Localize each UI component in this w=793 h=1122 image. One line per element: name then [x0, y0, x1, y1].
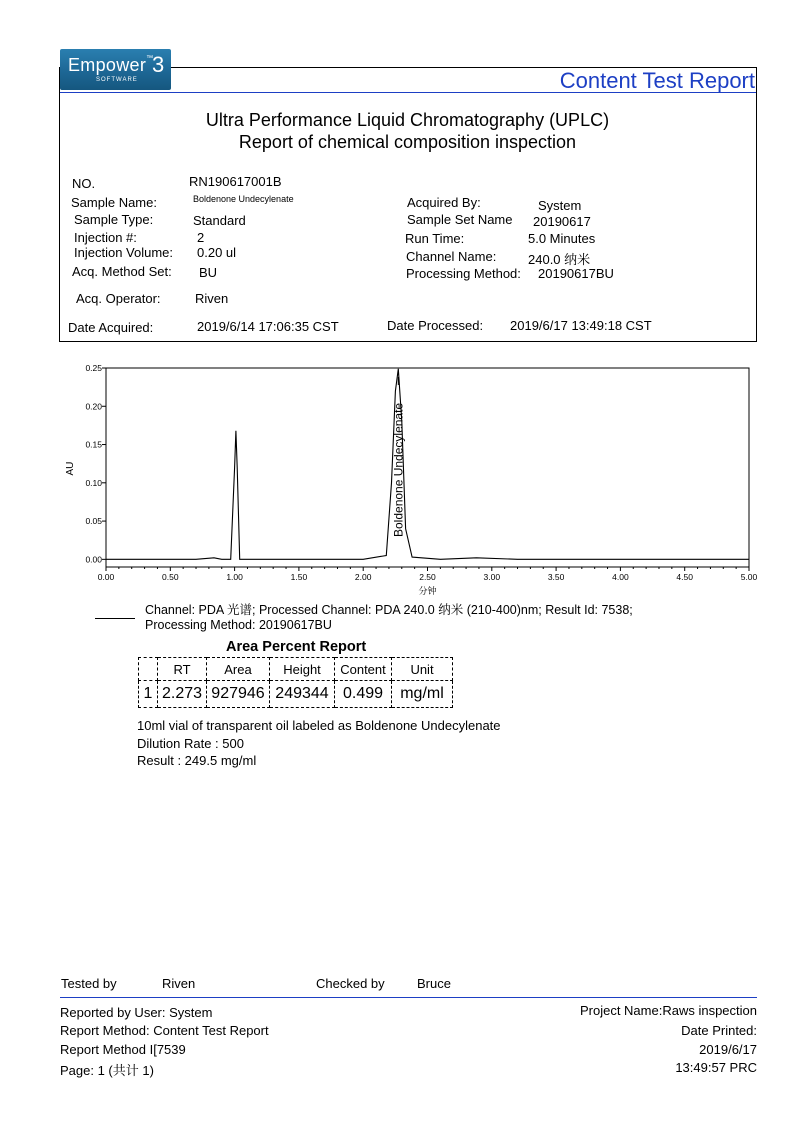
- row-rt: 2.273: [158, 681, 207, 708]
- x-axis-label: 分钟: [418, 587, 437, 597]
- chromatogram-trace: [106, 369, 749, 560]
- processing-info-line: Processing Method: 20190617BU: [145, 618, 332, 632]
- sample-type-value: Standard: [193, 213, 246, 228]
- date-processed-value: 2019/6/17 13:49:18 CST: [510, 318, 652, 333]
- no-label: NO.: [72, 176, 96, 191]
- checked-by-value: Bruce: [417, 976, 451, 991]
- acquired-by-label: Acquired By:: [407, 195, 481, 210]
- x-tick-label: 0.50: [162, 572, 179, 582]
- x-tick-label: 0.00: [97, 572, 115, 582]
- x-tick-label: 1.00: [226, 572, 243, 582]
- date-printed-label: Date Printed:: [681, 1023, 757, 1038]
- x-tick-label: 4.00: [612, 572, 629, 582]
- project-name: Project Name:Raws inspection: [579, 1003, 757, 1018]
- injection-volume-label: Injection Volume:: [74, 245, 174, 260]
- x-tick-label: 3.00: [483, 572, 501, 582]
- y-tick-label: 0.05: [85, 516, 102, 527]
- channel-value: 240.0 纳米: [528, 252, 591, 267]
- x-tick-label: 4.50: [676, 572, 693, 582]
- run-time-value: 5.0 Minutes: [528, 231, 596, 246]
- header-cell-rt: RT: [158, 658, 207, 681]
- y-tick-label: 0.10: [85, 477, 102, 488]
- main-title-2: Report of chemical composition inspection: [238, 132, 577, 152]
- logo-software: SOFTWARE: [96, 77, 138, 83]
- note-result: Result : 249.5 mg/ml: [137, 753, 257, 768]
- x-tick-label: 3.50: [547, 572, 565, 582]
- date-acquired-label: Date Acquired:: [68, 320, 154, 335]
- page-number: Page: 1 (共计 1): [60, 1063, 154, 1078]
- main-title-1: Ultra Performance Liquid Chromatography (UPLC): [205, 110, 610, 130]
- header-cell-unit: Unit: [392, 658, 453, 681]
- sample-set-label: Sample Set Name: [407, 212, 513, 227]
- logo-number: 3: [152, 52, 165, 77]
- row-area: 927946: [207, 681, 270, 708]
- checked-by-label: Checked by: [316, 976, 385, 991]
- table-row: [139, 681, 453, 708]
- date-printed-date: 2019/6/17: [699, 1042, 757, 1057]
- logo-word: Empower: [68, 55, 147, 75]
- acq-method-value: BU: [199, 265, 218, 280]
- x-tick-label: 5.00: [740, 572, 758, 582]
- header-cell-content: Content: [335, 658, 392, 681]
- header-cell-index: [139, 658, 158, 681]
- injection-label: Injection #:: [74, 230, 137, 245]
- sample-type-label: Sample Type:: [74, 212, 154, 227]
- tested-by-label: Tested by: [61, 976, 117, 991]
- acq-method-label: Acq. Method Set:: [72, 264, 172, 279]
- acquired-by-value: System: [538, 198, 582, 213]
- injection-volume-value: 0.20 ul: [197, 245, 237, 260]
- sample-name-value: Boldenone Undecylenate: [193, 194, 294, 204]
- injection-value: 2: [197, 230, 205, 245]
- reported-by: Reported by User: System: [60, 1005, 213, 1020]
- date-acquired-value: 2019/6/14 17:06:35 CST: [197, 319, 339, 334]
- date-printed-time: 13:49:57 PRC: [675, 1060, 757, 1075]
- x-tick-label: 2.50: [419, 572, 436, 582]
- acq-operator-value: Riven: [195, 291, 229, 306]
- report-method: Report Method: Content Test Report: [60, 1023, 269, 1038]
- processing-label: Processing Method:: [406, 266, 521, 281]
- chromatogram-chart: [0, 360, 793, 600]
- header-cell-height: Height: [270, 658, 335, 681]
- y-tick-label: 0.00: [85, 554, 102, 565]
- footer-rule: [60, 997, 757, 998]
- row-height: 249344: [270, 681, 335, 708]
- y-tick-label: 0.20: [85, 401, 102, 412]
- legend-swatch: [95, 618, 135, 619]
- report-title: Content Test Report: [559, 68, 755, 93]
- channel-info-line: Channel: PDA 光谱; Processed Channel: PDA 240.0 纳米 (210-400)nm; Result Id: 7538;: [145, 603, 633, 617]
- x-tick-label: 1.50: [290, 572, 308, 582]
- note-description: 10ml vial of transparent oil labeled as Boldenone Undecylenate: [137, 718, 501, 733]
- sample-set-value: 20190617: [533, 214, 591, 229]
- note-dilution: Dilution Rate : 500: [137, 736, 244, 751]
- peak-label: Boldenone Undecylenate: [391, 402, 406, 537]
- y-tick-label: 0.25: [85, 363, 102, 373]
- table-header-row: [139, 658, 453, 681]
- processing-value: 20190617BU: [538, 266, 614, 281]
- y-tick-label: 0.15: [85, 439, 102, 450]
- tested-by-value: Riven: [162, 976, 196, 991]
- plot-frame: [106, 368, 749, 567]
- channel-label: Channel Name:: [406, 249, 497, 264]
- sample-name-label: Sample Name:: [71, 195, 157, 210]
- row-content: 0.499: [335, 681, 392, 708]
- acq-operator-label: Acq. Operator:: [76, 291, 161, 306]
- header-cell-area: Area: [207, 658, 270, 681]
- y-axis-label: AU: [65, 461, 76, 476]
- area-report-title: Area Percent Report: [226, 639, 367, 655]
- no-value: RN190617001B: [189, 174, 282, 189]
- x-tick-label: 2.00: [354, 572, 372, 582]
- row-unit: mg/ml: [392, 681, 453, 708]
- run-time-label: Run Time:: [405, 231, 465, 246]
- report-method-id: Report Method I[7539: [60, 1042, 186, 1057]
- row-index: 1: [139, 681, 158, 708]
- logo-tm: ™: [146, 55, 154, 62]
- date-processed-label: Date Processed:: [387, 318, 484, 333]
- area-percent-table: [138, 657, 453, 708]
